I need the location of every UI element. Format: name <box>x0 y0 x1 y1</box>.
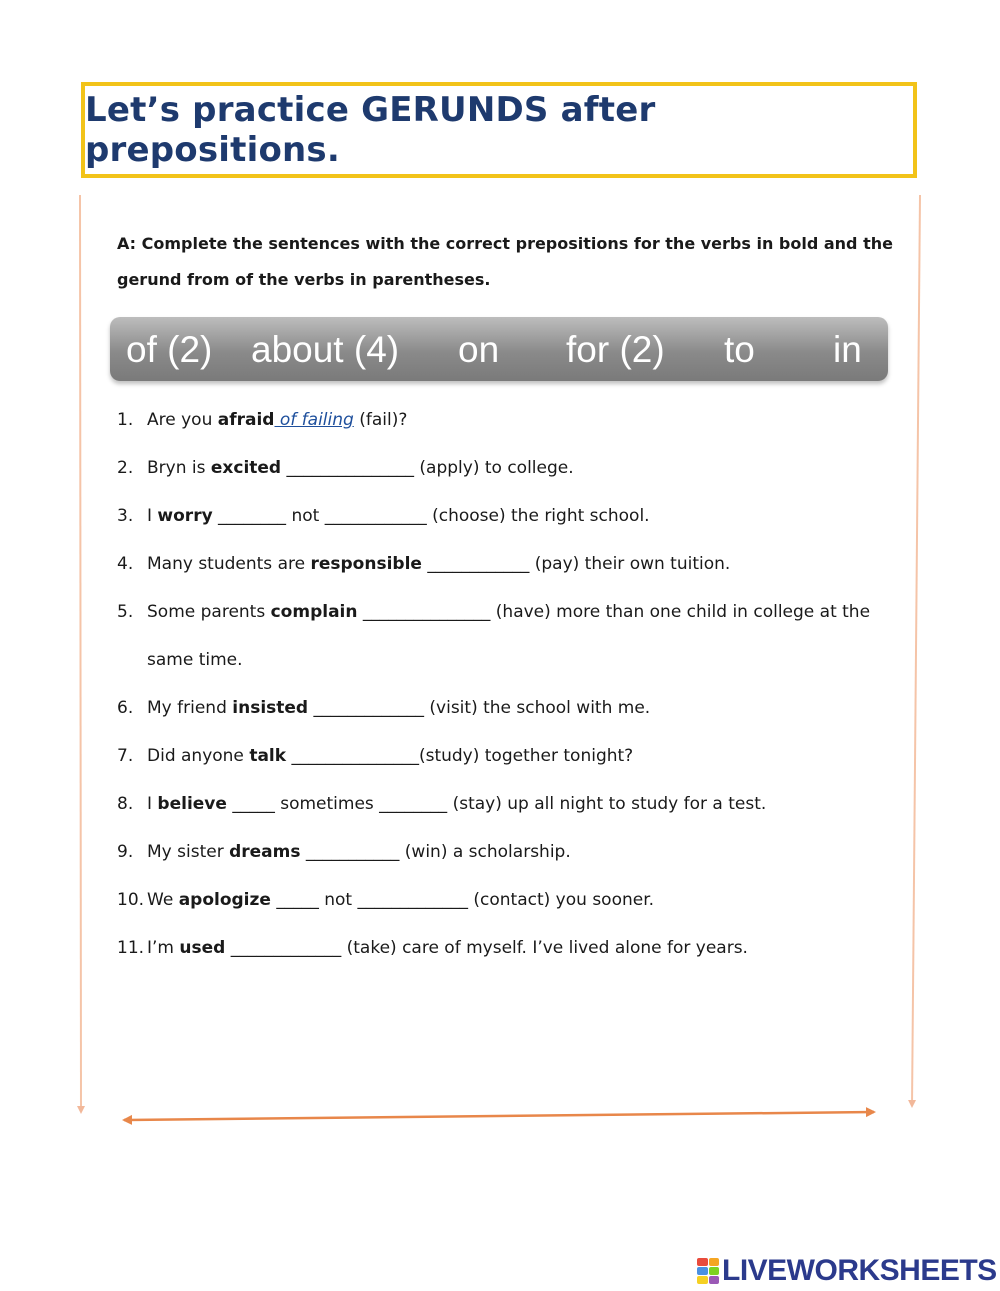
answer-text[interactable]: of failing <box>274 410 354 430</box>
item-text: I’m used _____________ (take) care of myself. I’ve lived alone for years. <box>147 938 748 958</box>
exercise-list <box>117 404 877 980</box>
list-item <box>117 596 877 692</box>
item-number: 6. <box>117 698 134 718</box>
item-number: 2. <box>117 458 134 478</box>
left-arrow <box>80 195 81 1112</box>
list-item <box>117 788 877 836</box>
item-text: Did anyone talk _______________(study) together tonight? <box>147 746 634 766</box>
item-number: 8. <box>117 794 134 814</box>
item-number: 7. <box>117 746 134 766</box>
item-number: 9. <box>117 842 134 862</box>
item-number: 5. <box>117 602 134 622</box>
item-text: My friend insisted _____________ (visit) the school with me. <box>147 698 651 718</box>
item-text: I believe _____ sometimes ________ (stay) up all night to study for a test. <box>147 794 767 814</box>
item-number: 11. <box>117 938 145 958</box>
item-number: 4. <box>117 554 134 574</box>
list-item <box>117 836 877 884</box>
item-number: 1. <box>117 410 134 430</box>
list-item <box>117 692 877 740</box>
right-arrow <box>912 195 920 1106</box>
word-bank-item: to <box>724 329 755 370</box>
item-text: I worry ________ not ____________ (choose) the right school. <box>147 506 650 526</box>
item-number: 10. <box>117 890 145 910</box>
list-item <box>117 452 877 500</box>
page-title: Let’s practice GERUNDS after prepositions. <box>85 90 656 170</box>
word-bank-item: about (4) <box>251 329 400 370</box>
word-bank-item: in <box>833 329 862 370</box>
item-text: Some parents complain _______________ (have) more than one child in college at the same time. <box>147 602 871 670</box>
word-bank-item: for (2) <box>566 329 665 370</box>
item-text: Many students are responsible ____________ (pay) their own tuition. <box>147 554 731 574</box>
instructions: A: Complete the sentences with the correct prepositions for the verbs in bold and the gerund from of the verbs in parentheses. <box>117 234 893 289</box>
watermark[interactable] <box>697 1255 997 1287</box>
liveworksheets-logo-icon <box>697 1258 719 1284</box>
item-number: 3. <box>117 506 134 526</box>
list-item <box>117 500 877 548</box>
list-item <box>117 884 877 932</box>
item-text: Bryn is excited _______________ (apply) to college. <box>147 458 574 478</box>
bottom-arrow <box>124 1112 874 1120</box>
title-box <box>81 82 917 178</box>
item-text: My sister dreams ___________ (win) a scholarship. <box>147 842 571 862</box>
list-item <box>117 404 877 452</box>
item-text: Are you afraid of failing (fail)? <box>147 410 408 430</box>
list-item <box>117 740 877 788</box>
list-item <box>117 932 877 980</box>
word-bank-item: on <box>458 329 500 370</box>
word-bank-item: of (2) <box>126 329 213 370</box>
watermark-text: LIVEWORKSHEETS <box>722 1254 997 1287</box>
item-text: We apologize _____ not _____________ (contact) you sooner. <box>147 890 655 910</box>
word-bank <box>110 317 888 381</box>
